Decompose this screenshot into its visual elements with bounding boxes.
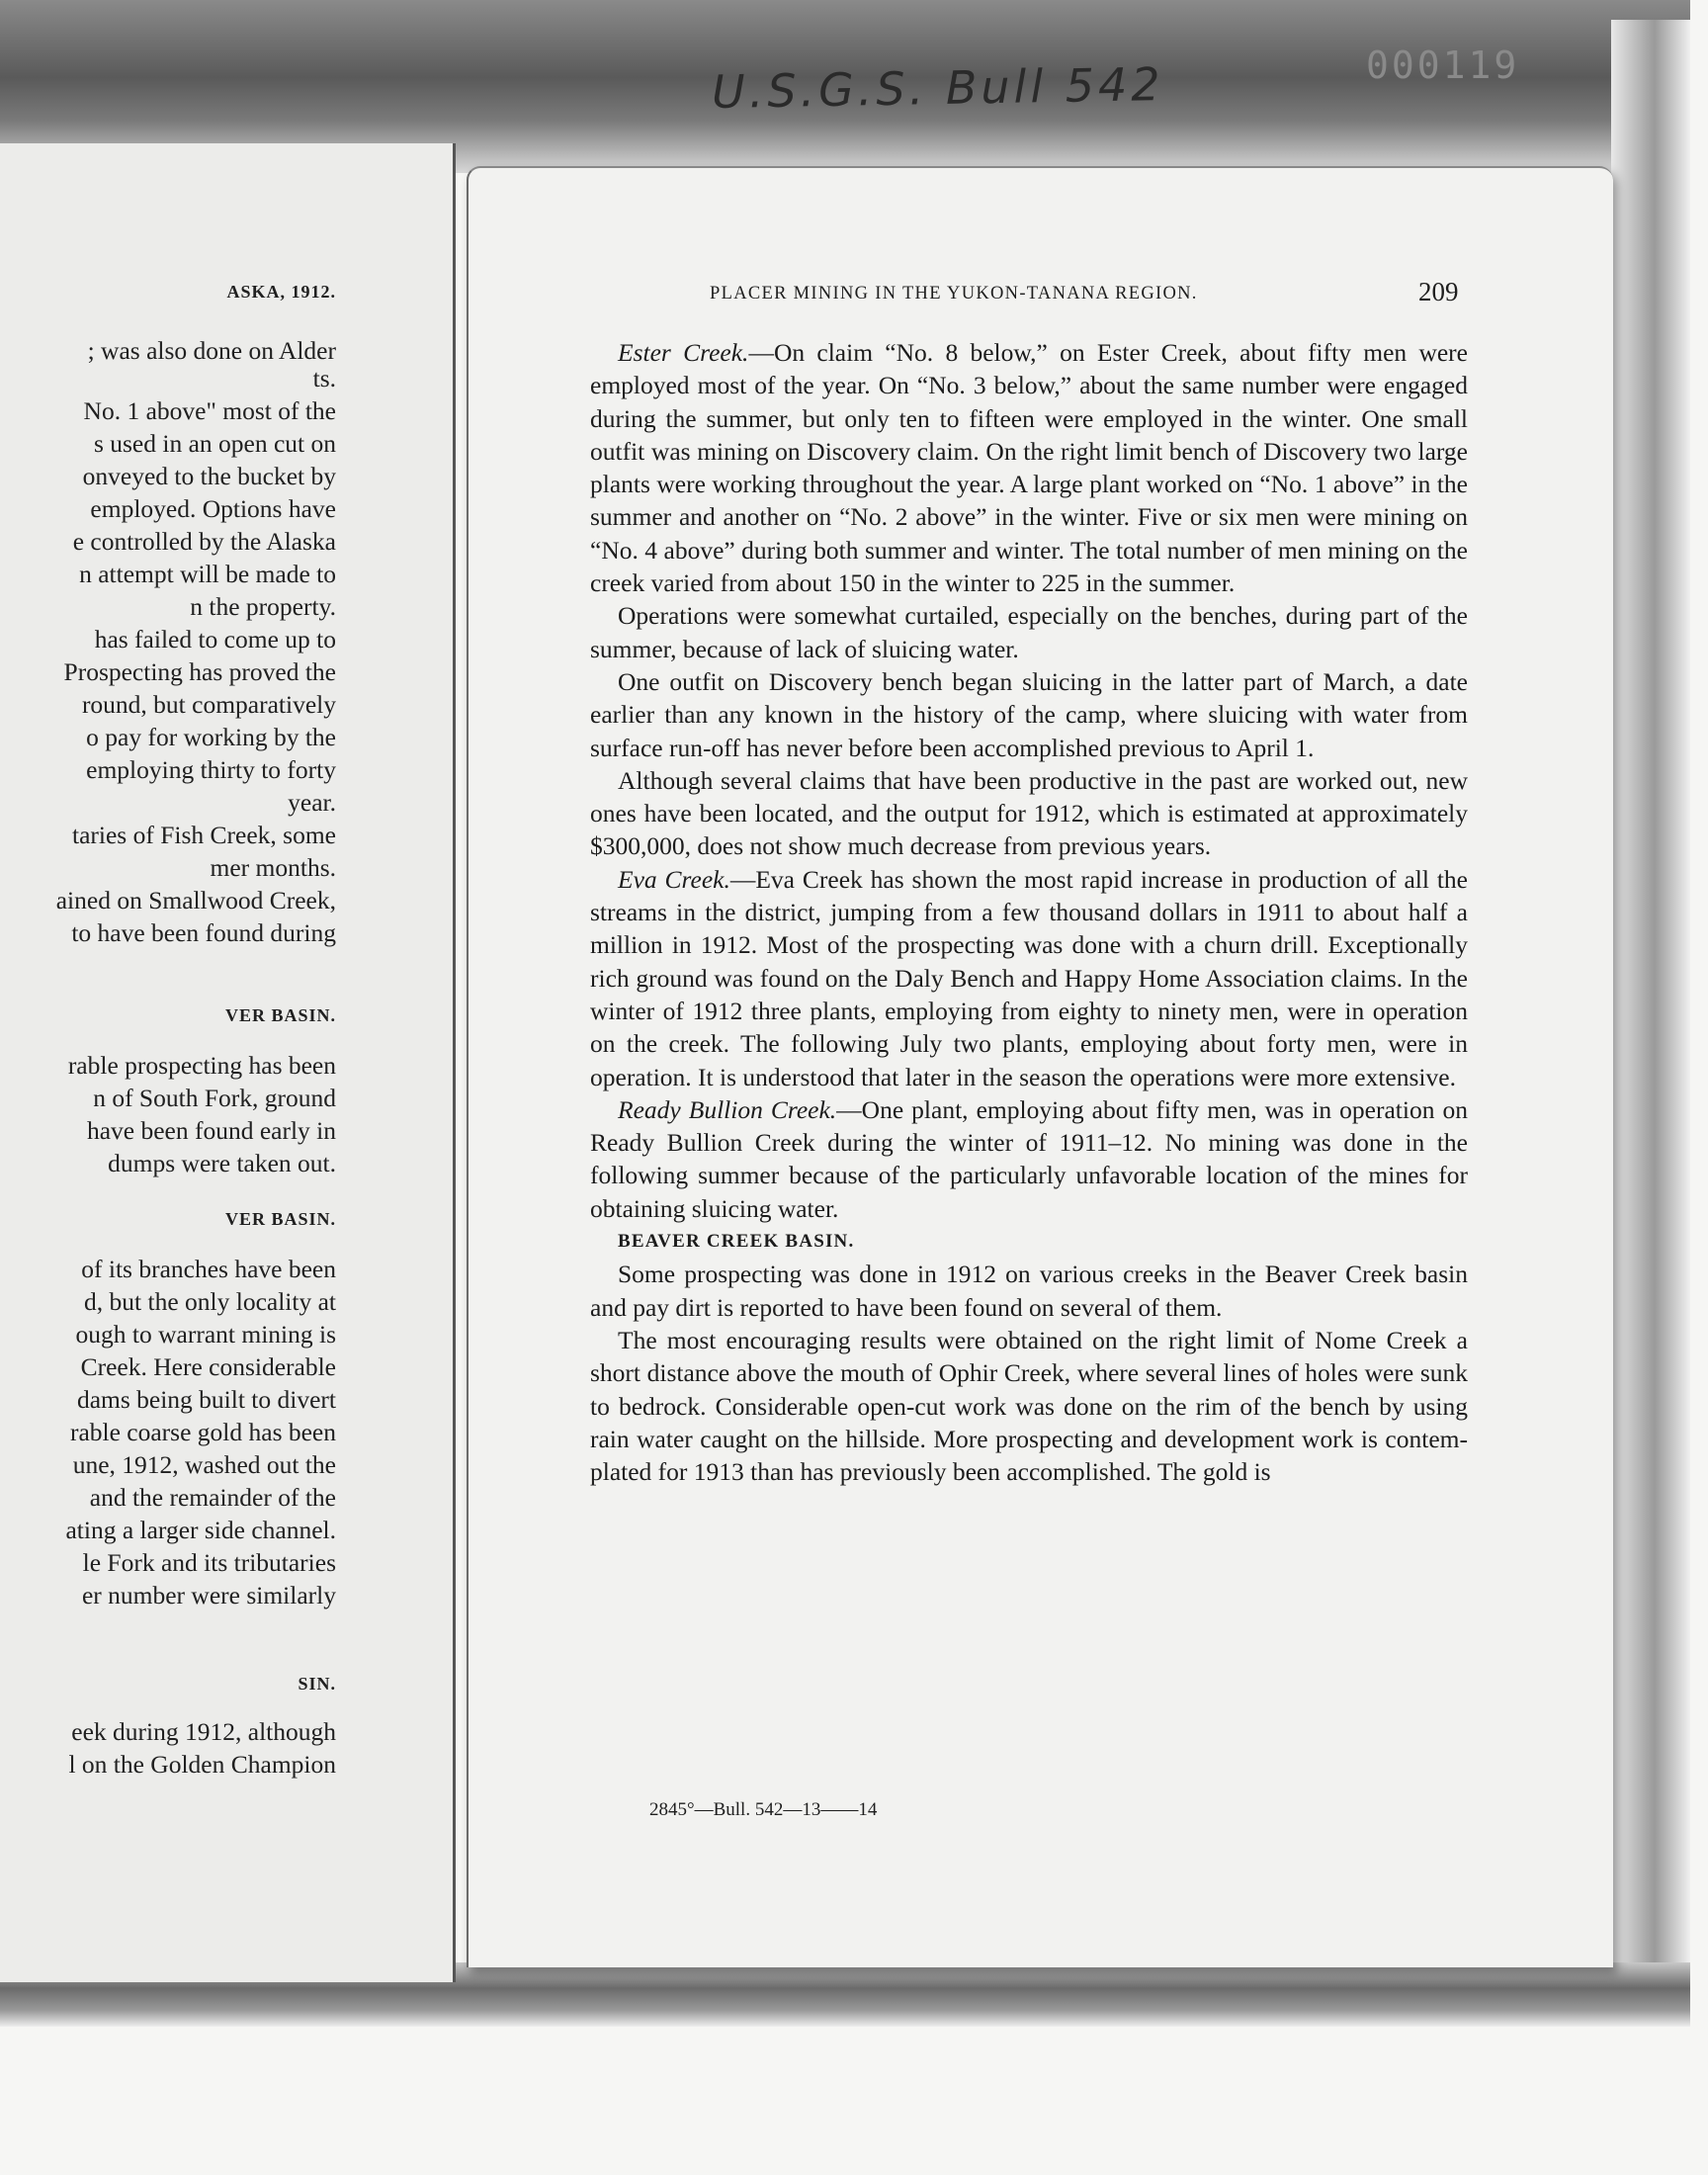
signature-footnote: 2845°—Bull. 542—13——14 [649,1799,878,1820]
left-line: e controlled by the Alaska [72,527,336,556]
left-line: dumps were taken out. [108,1149,336,1177]
left-line: s used in an open cut on [93,429,336,458]
paragraph [590,665,1468,764]
handwritten-annotation: U.S.G.S. Bull 542 [711,57,1164,119]
left-facing-page [0,143,456,1982]
left-line: n attempt will be made to [79,560,336,588]
stamp-number: 000119 [1366,44,1520,87]
body-text [590,336,1468,1488]
paragraph-text: Although several claims that have been productive in the past are worked out, new ones have been located, and the output for 1912, which is estimated at approximately $300,000, does not show much decrease from previous years. [590,765,1468,861]
left-line: ts. [312,364,336,392]
left-line: une, 1912, washed out the [72,1450,336,1479]
left-line: employing thirty to forty [86,755,336,784]
left-line: onveyed to the bucket by [82,462,336,490]
left-line: Prospecting has proved the [63,657,336,686]
left-line: round, but comparatively [81,690,336,719]
left-line: Creek. Here considerable [80,1352,336,1381]
left-line: o pay for working by the [86,723,336,751]
left-line: and the remainder of the [89,1483,336,1512]
paragraph [590,863,1468,1093]
left-line: d, but the only locality at [84,1287,336,1316]
paragraph-text: —Eva Creek has shown the most rapid increase in production of all the streams in the district, jumping from a few thousand dollars in 1911 to about half a million in 1912. Most of the prospecting was done with a churn drill. Exceptionally rich ground was found on the Daly Bench and Happy Home Association claims. In the winter of 1912 three plants, employing from eighty to ninety men, were in operation on the creek. The following July two plants, employing about forty men, were in operation. It is understood that later in the season the operations were more extensive. [590,864,1468,1091]
left-line: dams being built to divert [76,1385,336,1414]
section-heading: BEAVER CREEK BASIN. [618,1231,855,1253]
page-number: 209 [1418,277,1459,306]
left-line: have been found early in [86,1116,336,1145]
left-line: employed. Options have [90,494,336,523]
paragraph-text: Some prospecting was done in 1912 on various creeks in the Beaver Creek basin and pay dirt is reported to have been found on several of them. [590,1260,1468,1322]
left-line: ; was also done on Alder [87,336,336,365]
paragraph [590,336,1468,599]
paragraph-lead: Eva Creek. [618,864,730,894]
paragraph-text: —One plant, employing about fifty men, was in operation on Ready Bullion Creek during the winter of 1911–12. No mining was done in the following summer because of the particularly unfavorable location of the mines for obtaining sluicing water. [590,1094,1468,1223]
left-line: le Fork and its tributaries [82,1548,336,1577]
left-line: rable prospecting has been [67,1051,336,1080]
left-line: taries of Fish Creek, some [72,821,336,849]
paragraph-lead: Ready Bullion Creek. [618,1094,837,1124]
left-line: mer months. [210,853,336,882]
left-line: eek during 1912, although [71,1717,336,1746]
paragraph-text: The most encouraging results were obtained on the right limit of Nome Creek a short distance above the mouth of Ophir Creek, where several lines of holes were sunk to bedrock. Considerable open-cut work was done on the rim of the bench by using rain water caught on the hillside. More prospecting and development work is contemplated for 1913 than has previously been accomplished. The gold is [590,1325,1468,1487]
left-section-head: SIN. [298,1674,336,1694]
left-line: rable coarse gold has been [69,1418,336,1446]
left-section-head: VER BASIN. [224,1005,336,1025]
running-head: PLACER MINING IN THE YUKON-TANANA REGION. [710,284,1198,304]
scan-shadow-right [1611,20,1690,2027]
left-line: has failed to come up to [94,625,336,653]
left-line: n the property. [190,592,336,621]
left-section-head: VER BASIN. [224,1209,336,1229]
left-running-head: ASKA, 1912. [226,282,336,302]
left-line: of its branches have been [81,1255,336,1283]
left-line: ained on Smallwood Creek, [55,886,336,914]
left-line: to have been found during [71,918,336,947]
left-line: n of South Fork, ground [93,1084,336,1112]
left-line: year. [288,788,336,817]
paragraph-text: Operations were somewhat curtailed, especially on the benches, during part of the summer, because of lack of sluicing water. [590,601,1468,663]
left-line: er number were similarly [81,1581,336,1610]
paragraph-lead: Ester Creek. [618,338,749,367]
paragraph-text: —On claim “No. 8 below,” on Ester Creek, about fifty men were employed most of the year. On “No. 3 below,” about the same number were engaged during the summer, but only ten to fifteen were employed in the winter. One small outfit was mining on Discovery claim. On the right limit bench of Discovery two large plants were working throughout the year. A large plant worked on “No. 1 above” in the summer and another on “No. 2 above” in the winter. Five or six men were mining on “No. 4 above” during both summer and winter. The total number of men mining on the creek varied from about 150 in the winter to 225 in the summer. [590,338,1468,598]
left-line: l on the Golden Champion [68,1750,336,1779]
paragraph [590,1258,1468,1324]
left-line: No. 1 above" most of the [83,396,336,425]
paragraph [590,1324,1468,1488]
paragraph-text: One outfit on Discovery bench began sluicing in the latter part of March, a date earlier than any known in the history of the camp, where sluicing with water from surface run-off has never before been accomplished previous to April 1. [590,666,1468,762]
left-line: ough to warrant mining is [75,1320,336,1348]
paragraph [590,1093,1468,1225]
paragraph [590,764,1468,863]
left-line: ating a larger side channel. [65,1516,336,1544]
paragraph [590,599,1468,665]
